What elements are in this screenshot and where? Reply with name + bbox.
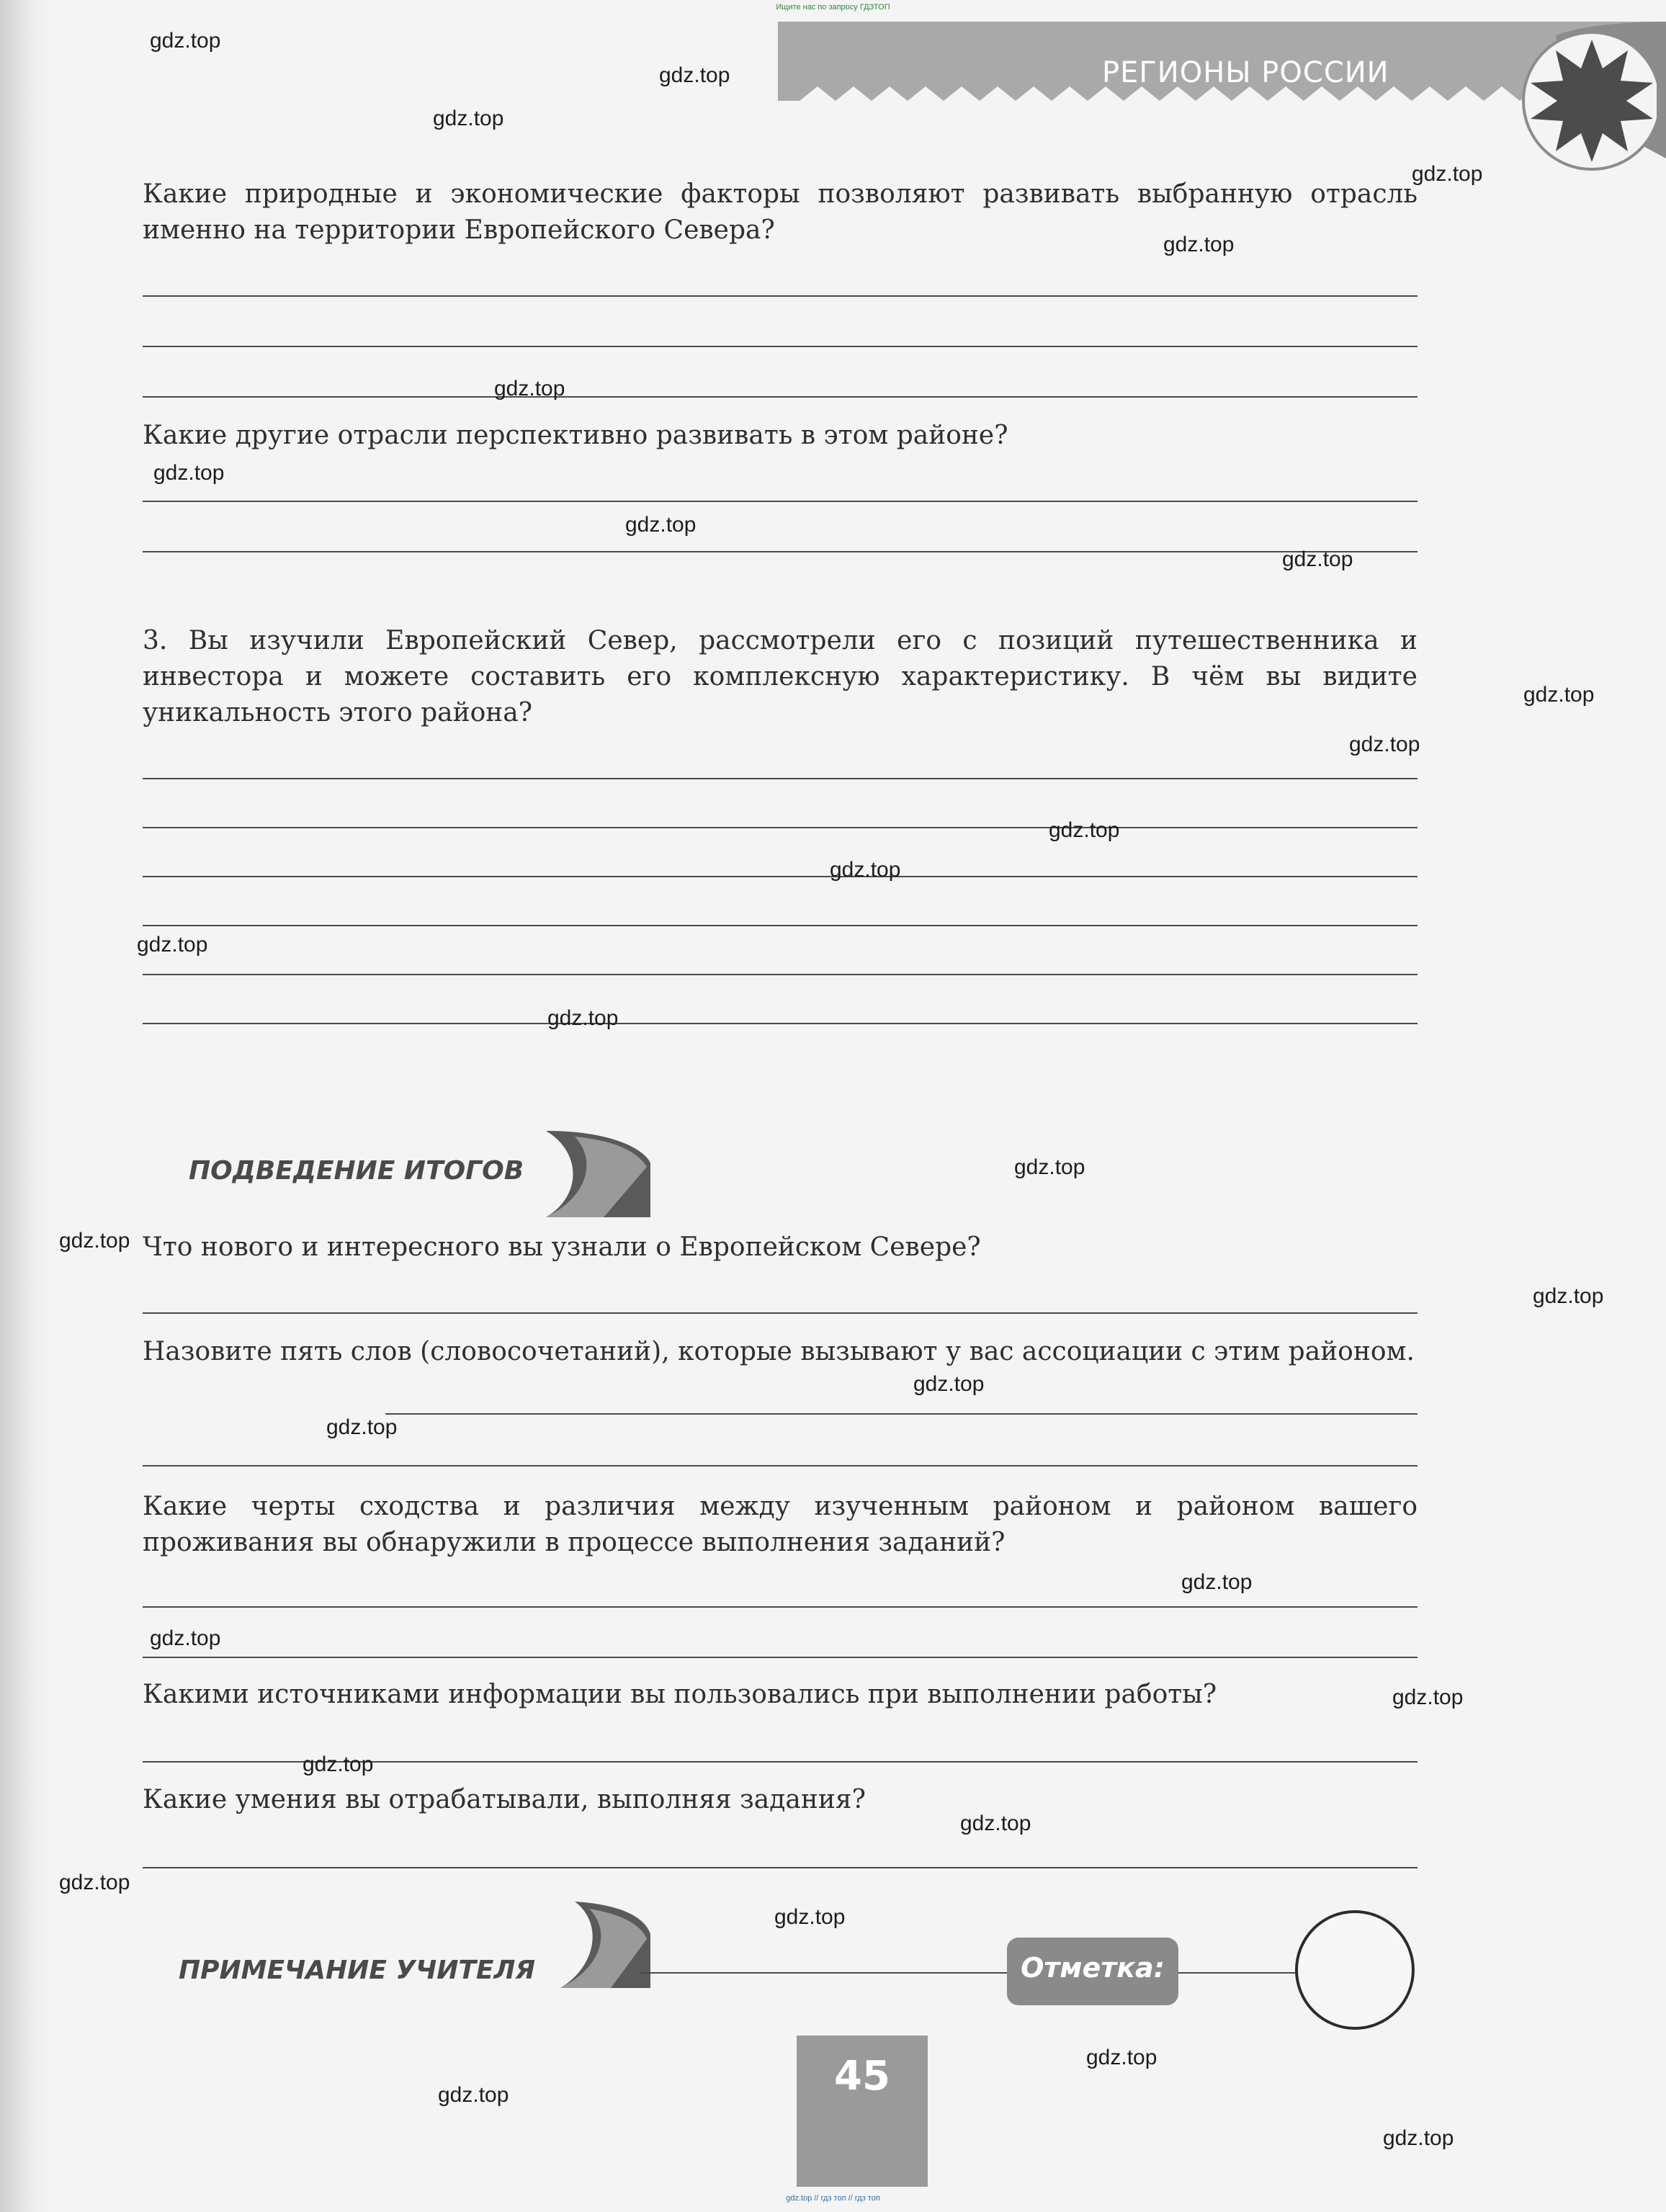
question-sources: Какими источниками информации вы пользовались при выполнении работы? <box>143 1680 1217 1709</box>
answer-line[interactable] <box>143 551 1418 552</box>
answer-line[interactable] <box>143 876 1418 877</box>
teacher-note-label: ПРИМЕЧАНИЕ УЧИТЕЛЯ <box>179 1956 536 1985</box>
watermark: gdz.top <box>59 1871 130 1894</box>
watermark: gdz.top <box>303 1752 374 1776</box>
answer-line[interactable] <box>143 1023 1418 1024</box>
question-skills: Какие умения вы отрабатывали, выполняя задания? <box>143 1785 866 1814</box>
teacher-note-line[interactable] <box>641 1972 1008 1974</box>
watermark: gdz.top <box>1349 733 1420 756</box>
page-number: 45 <box>834 2053 890 2100</box>
question-similarity: Какие черты сходства и различия между изученным районом и районом вашего проживания вы обнаружили в процессе выполнения заданий? <box>143 1492 1418 1557</box>
question-factors: Какие природные и экономические факторы позволяют развивать выбранную отрасль именно на территории Европейского Севера? <box>143 179 1418 245</box>
summary-banner-title: ПОДВЕДЕНИЕ ИТОГОВ <box>189 1156 524 1186</box>
question-other-branches: Какие другие отрасли перспективно развивать в этом районе? <box>143 421 1008 450</box>
answer-line[interactable] <box>143 1657 1418 1658</box>
answer-line[interactable] <box>143 295 1418 297</box>
watermark: gdz.top <box>1282 547 1353 571</box>
watermark: gdz.top <box>1181 1570 1253 1594</box>
watermark: gdz.top <box>960 1812 1031 1835</box>
watermark: gdz.top <box>1163 233 1235 256</box>
watermark: gdz.top <box>326 1415 398 1439</box>
watermark: gdz.top <box>1049 818 1120 842</box>
watermark: gdz.top <box>1086 2046 1157 2069</box>
grade-circle[interactable] <box>1295 1910 1415 2030</box>
answer-line[interactable] <box>143 925 1418 926</box>
question-five-words: Назовите пять слов (словосочетаний), которые вызывают у вас ассоциации с этим районом. <box>143 1337 1415 1366</box>
watermark: gdz.top <box>150 29 221 53</box>
watermark: gdz.top <box>659 63 730 87</box>
book-spine-shadow <box>0 0 50 2212</box>
watermark: gdz.top <box>547 1006 619 1030</box>
bottom-watermark-note: gdz.top // гдз топ // гдз топ <box>786 2194 880 2203</box>
watermark: gdz.top <box>1523 683 1595 707</box>
watermark: gdz.top <box>774 1905 846 1929</box>
answer-line[interactable] <box>143 346 1418 347</box>
section-title: РЕГИОНЫ РОССИИ <box>1102 56 1389 89</box>
answer-line[interactable] <box>143 1867 1418 1868</box>
star-badge-icon <box>1513 29 1657 173</box>
question-3-uniqueness: 3. Вы изучили Европейский Север, рассмотрели его с позиций путешественника и инвестора и можете составить его комплексную характеристику. В чём вы видите уникальность этого района? <box>143 626 1418 727</box>
watermark: gdz.top <box>1412 162 1483 186</box>
watermark: gdz.top <box>494 377 565 400</box>
watermark: gdz.top <box>150 1626 221 1650</box>
watermark: gdz.top <box>1383 2126 1454 2150</box>
watermark: gdz.top <box>913 1372 985 1396</box>
watermark: gdz.top <box>830 858 901 882</box>
answer-line[interactable] <box>143 1606 1418 1608</box>
top-search-note: Ищите нас по запросу ГДЗТОП <box>776 3 890 12</box>
answer-line[interactable] <box>143 396 1418 398</box>
watermark: gdz.top <box>1014 1155 1085 1179</box>
answer-line[interactable] <box>143 778 1418 779</box>
answer-line[interactable] <box>143 1312 1418 1314</box>
answer-line[interactable] <box>385 1413 1418 1415</box>
watermark: gdz.top <box>153 461 225 485</box>
watermark: gdz.top <box>433 107 504 130</box>
answer-line[interactable] <box>143 827 1418 828</box>
grade-connector-line <box>1178 1972 1298 1974</box>
question-new-learned: Что нового и интересного вы узнали о Европейском Севере? <box>143 1232 981 1262</box>
answer-line[interactable] <box>143 501 1418 502</box>
watermark: gdz.top <box>1533 1284 1604 1308</box>
answer-line[interactable] <box>143 974 1418 975</box>
watermark: gdz.top <box>1392 1685 1464 1709</box>
watermark: gdz.top <box>59 1229 130 1253</box>
watermark: gdz.top <box>438 2083 509 2107</box>
watermark: gdz.top <box>137 933 208 957</box>
grade-label: Отметка: <box>1021 1952 1165 1984</box>
watermark: gdz.top <box>625 513 697 537</box>
answer-line[interactable] <box>143 1465 1418 1467</box>
